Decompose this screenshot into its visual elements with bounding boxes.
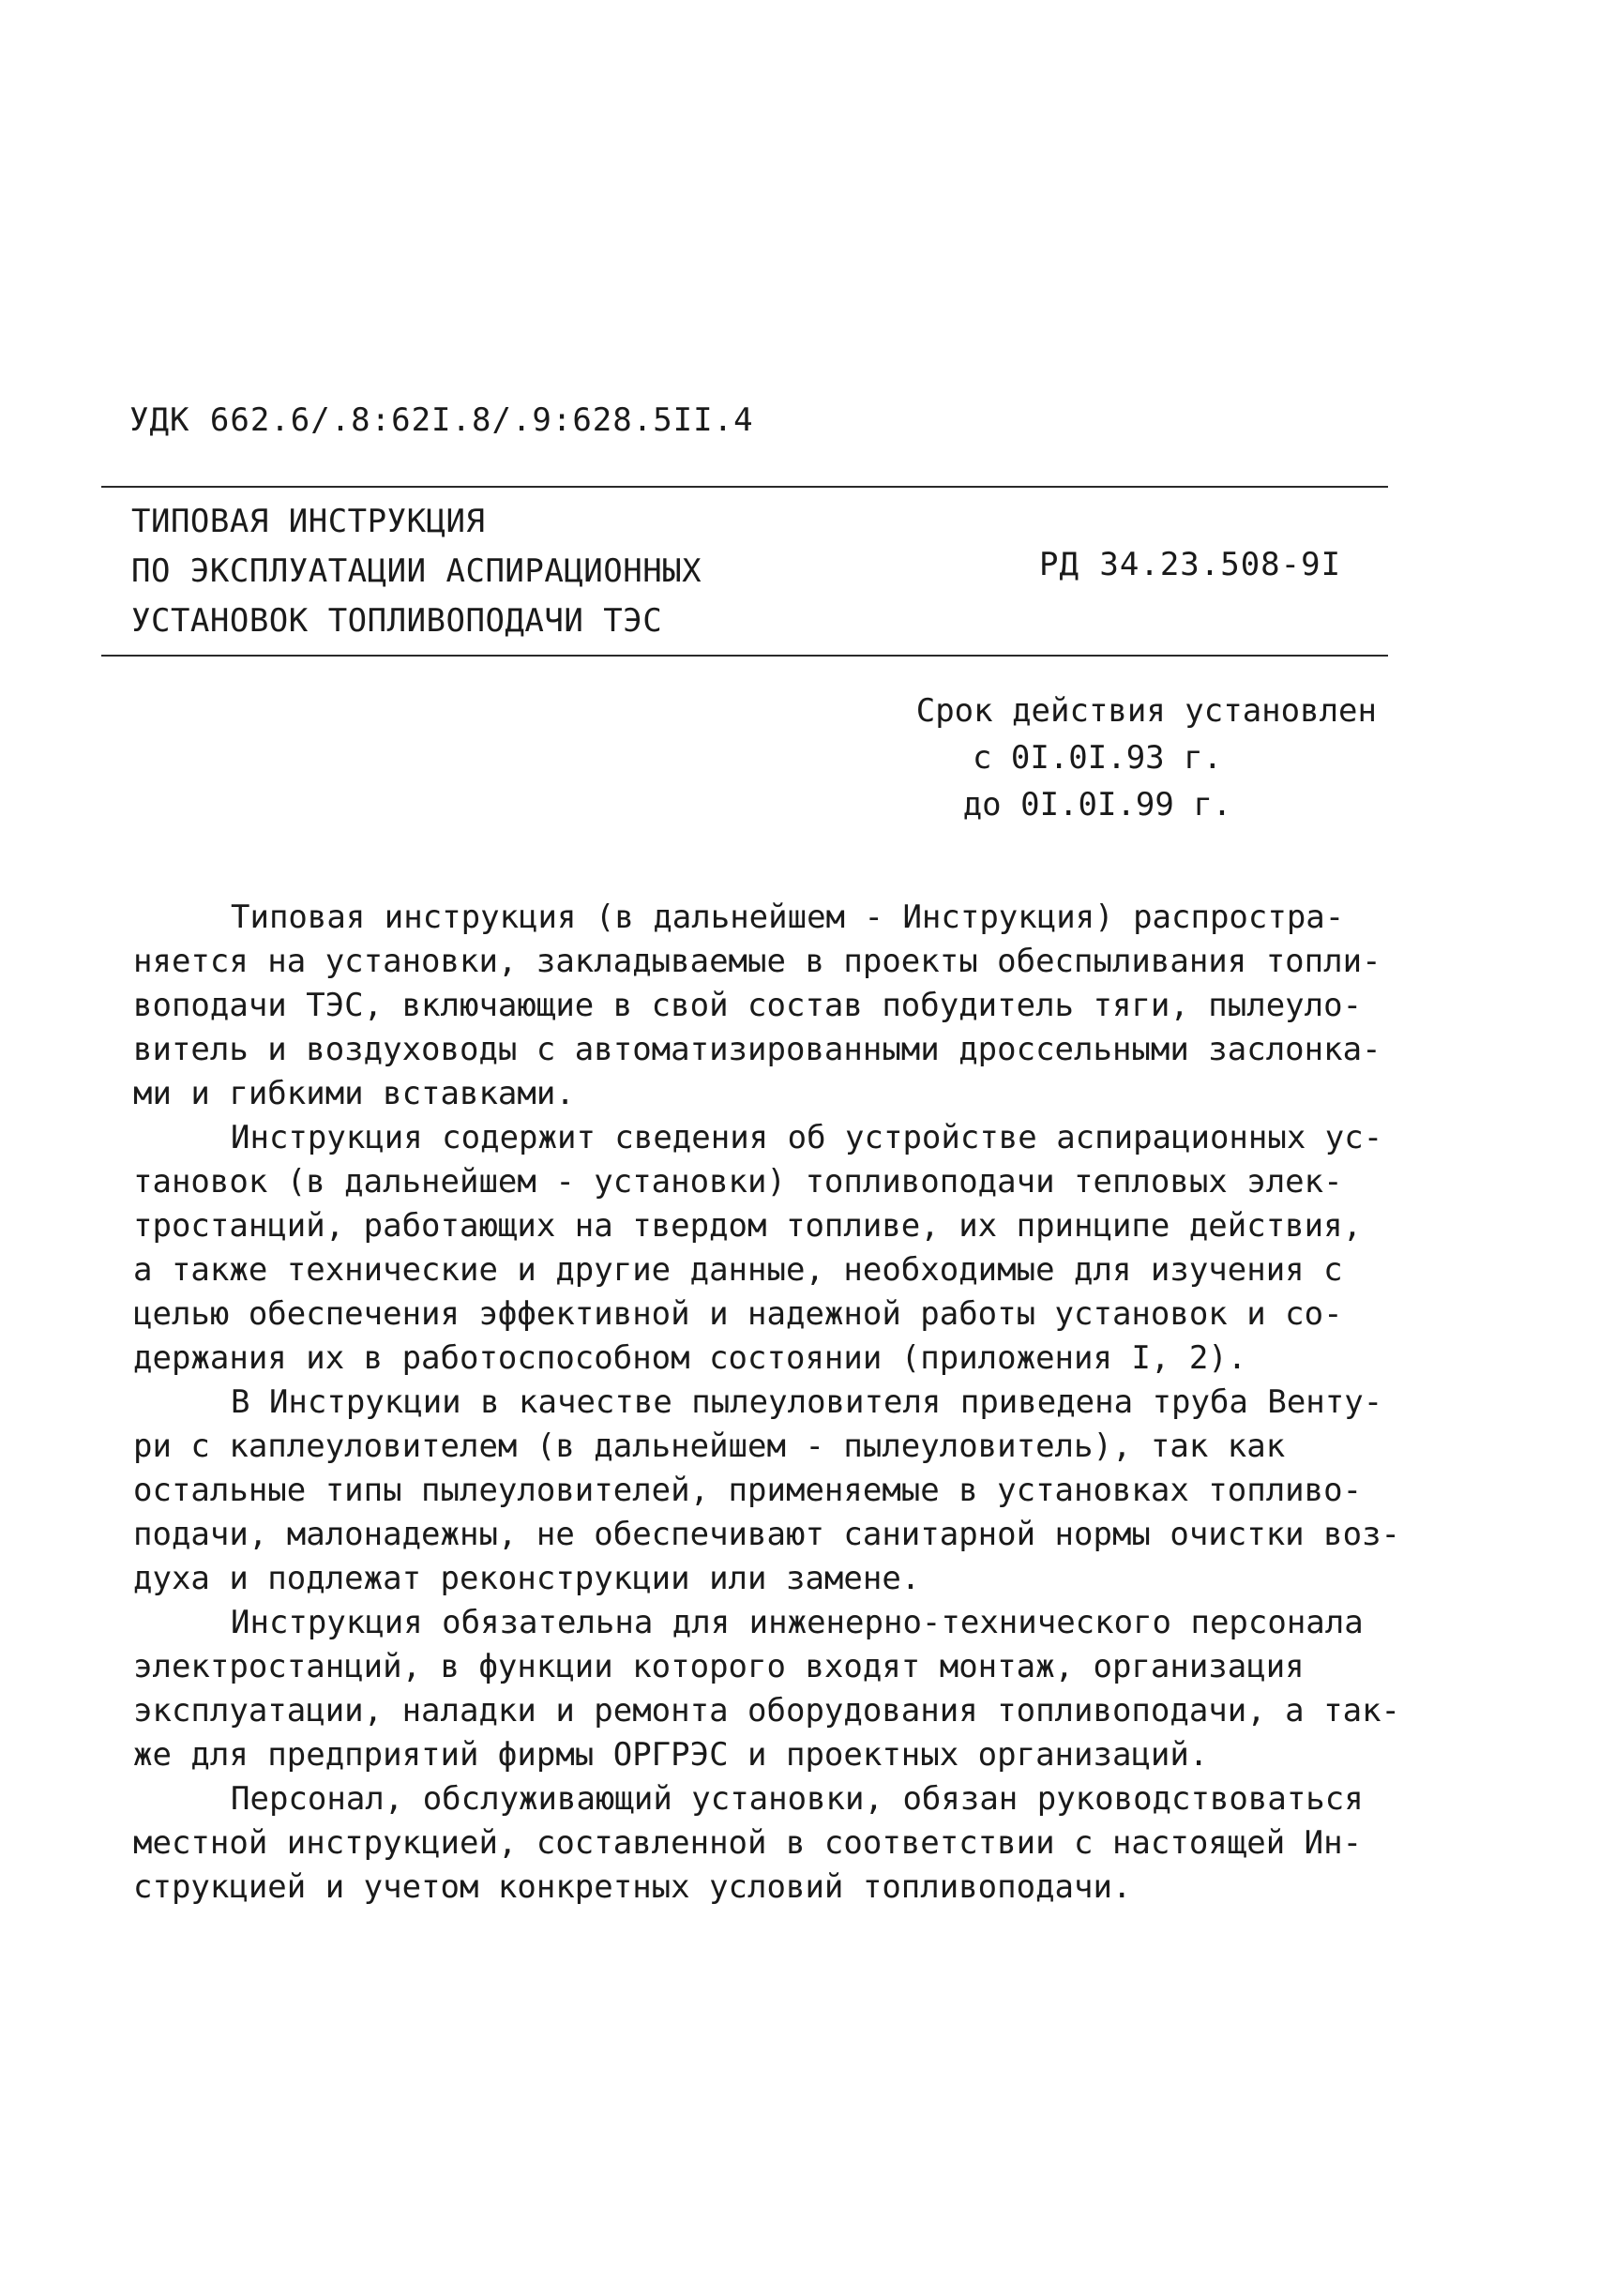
text-line: же для предприятий фирмы ОРГРЭС и проектных организаций. [133,1736,1209,1774]
text-line: тановок (в дальнейшем - установки) топливоподачи тепловых элек- [133,1163,1343,1201]
text-line: ми и гибкими вставками. [133,1075,575,1112]
text-line: электростанций, в функции которого входят монтаж, организация [133,1648,1305,1685]
text-line: эксплуатации, наладки и ремонта оборудования топливоподачи, а так- [133,1692,1401,1730]
validity-from: с 0I.0I.93 г. [972,739,1223,777]
text-line: Инструкция обязательна для инженерно-технического персонала [231,1604,1364,1641]
header-rule-bottom [101,655,1388,657]
text-line: Инструкция содержит сведения об устройстве аспирационных ус- [231,1119,1383,1156]
text-line: целью обеспечения эффективной и надежной работы установок и со- [133,1295,1343,1333]
text-line: В Инструкции в качестве пылеуловителя приведена труба Венту- [231,1383,1383,1421]
text-line: остальные типы пылеуловителей, применяемые в установках топливо- [133,1472,1363,1509]
text-line: воподачи ТЭС, включающие в свой состав побудитель тяги, пылеуло- [133,987,1363,1024]
text-line: держания их в работоспособном состоянии (приложения I, 2). [133,1339,1247,1377]
title-line-3: УСТАНОВОК ТОПЛИВОПОДАЧИ ТЭС [131,602,663,640]
header-rule-top [101,486,1388,488]
text-line: тростанций, работающих на твердом топливе, их принципе действия, [133,1207,1363,1245]
text-line: духа и подлежат реконструкции или замене. [133,1560,921,1597]
text-line: струкцией и учетом конкретных условий топливоподачи. [133,1868,1132,1906]
title-line-2: ПО ЭКСПЛУАТАЦИИ АСПИРАЦИОННЫХ [131,552,702,590]
validity-block [807,687,1388,828]
body-text [133,896,1427,1910]
paragraph-4 [133,1601,1427,1777]
text-line: местной инструкцией, составленной в соответствии с настоящей Ин- [133,1824,1363,1862]
paragraph-2 [133,1116,1427,1381]
title-line-1: ТИПОВАЯ ИНСТРУКЦИЯ [131,503,486,540]
text-line: а также технические и другие данные, необходимые для изучения с [133,1251,1343,1289]
document-code: РД 34.23.508-9I [1039,546,1342,583]
text-line: подачи, малонадежны, не обеспечивают санитарной нормы очистки воз- [133,1516,1401,1553]
text-line: няется на установки, закладываемые в проекты обеспыливания топли- [133,943,1381,980]
validity-heading: Срок действия установлен [915,692,1377,730]
document-title [131,497,975,646]
paragraph-1 [133,896,1427,1116]
validity-to: до 0I.0I.99 г. [962,786,1232,823]
paragraph-3 [133,1381,1427,1601]
udk-code: УДК 662.6/.8:62I.8/.9:628.5II.4 [129,401,754,439]
text-line: витель и воздуховоды с автоматизированными дроссельными заслонка- [133,1031,1381,1068]
text-line: ри с каплеуловителем (в дальнейшем - пылеуловитель), так как [133,1427,1286,1465]
paragraph-5 [133,1777,1427,1910]
text-line: Персонал, обслуживающий установки, обязан руководствоваться [231,1780,1364,1818]
text-line: Типовая инструкция (в дальнейшем - Инструкция) распростра- [231,899,1345,936]
